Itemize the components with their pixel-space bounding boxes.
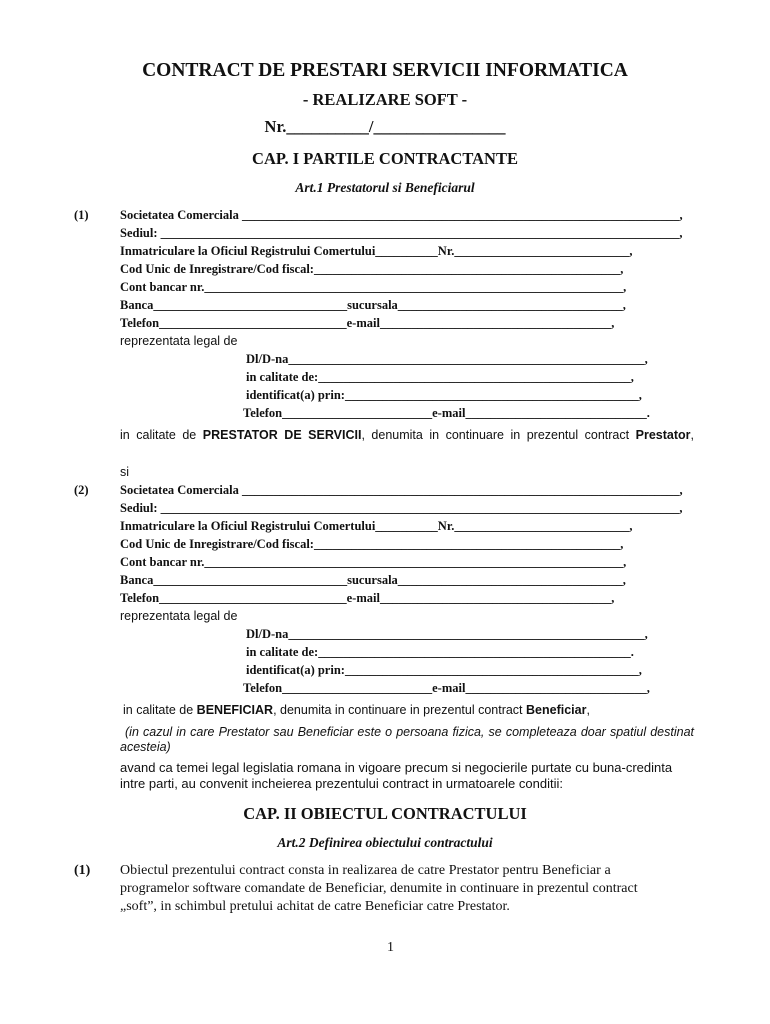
article-2-paragraph-number: (1) [74,863,91,878]
party-2-number: (2) [74,483,89,497]
party-1-rep-name-line: Dl/D-na_________________________________________________________, [246,352,648,366]
and-connector: si [120,465,130,479]
party-1-rep-phone-line: Telefon________________________e-mail_____________________________. [243,406,650,420]
legal-basis-line-2: intre parti, au convenit incheierea prezentului contract in urmatoarele conditii: [120,776,563,791]
party-1-company-line: Societatea Comerciala ______________________________________________________________________, [120,208,683,222]
article-1-heading: Art.1 Prestatorul si Beneficiarul [295,180,475,195]
party-2-phone-line: Telefon______________________________e-mail_____________________________________, [120,591,615,605]
article-2-heading: Art.2 Definirea obiectului contractului [277,835,493,850]
party-2-fiscal-code-line: Cod Unic de Inregistrare/Cod fiscal:_________________________________________________, [120,537,624,551]
party-1-bank-line: Banca_______________________________sucursala____________________________________, [120,298,626,312]
party-1-phone-line: Telefon______________________________e-mail_____________________________________, [120,316,615,330]
party-1-registry-line: Inmatriculare la Oficiul Registrului Comertului__________Nr.____________________________, [120,244,633,258]
article-2-paragraph-line-3: „soft”, in schimbul pretului achitat de catre Beneficiar catre Prestator. [120,899,510,914]
party-1-role: PRESTATOR DE SERVICII [202,428,362,442]
party-1-rep-id-line: identificat(a) prin:_______________________________________________, [246,388,642,402]
party-1-address-line: Sediul: ___________________________________________________________________________________, [120,226,683,240]
party-1-role-paragraph: in calitate de PRESTATOR DE SERVICII, denumita in continuare in prezentul contract Prestator, [120,428,694,442]
article-2-paragraph-line-2: programelor software comandate de Beneficiar, denumite in continuare in prezentul contract [120,881,638,896]
party-2-address-line: Sediul: ___________________________________________________________________________________, [120,501,683,515]
party-1-fiscal-code-line: Cod Unic de Inregistrare/Cod fiscal:_________________________________________________, [120,262,624,276]
party-2-rep-phone-line: Telefon________________________e-mail_____________________________, [243,681,650,695]
party-2-bank-line: Banca_______________________________sucursala____________________________________, [120,573,626,587]
party-2-rep-role-line: in calitate de:__________________________________________________. [246,645,634,659]
chapter-1-heading: CAP. I PARTILE CONTRACTANTE [252,149,518,168]
party-1-rep-role-line: in calitate de:__________________________________________________, [246,370,634,384]
contract-number-line: Nr.__________/________________ [264,117,506,136]
chapter-2-heading: CAP. II OBIECTUL CONTRACTULUI [243,804,527,823]
party-2-role-paragraph: in calitate de BENEFICIAR, denumita in continuare in prezentul contract Beneficiar, [123,703,590,717]
party-2-bank-account-line: Cont bancar nr.___________________________________________________________________, [120,555,627,569]
legal-basis-line-1: avand ca temei legal legislatia romana in vigoare precum si negocierile purtate cu buna-credinta [120,760,673,775]
page-number: 1 [387,940,394,955]
natural-person-note: (in cazul in care Prestator sau Beneficiar este o persoana fizica, se completeaza doar spatiul destinat acesteia) [120,725,694,754]
party-1-rep-label: reprezentata legal de [120,334,238,348]
party-2-rep-name-line: Dl/D-na_________________________________________________________, [246,627,648,641]
party-2-registry-line: Inmatriculare la Oficiul Registrului Comertului__________Nr.____________________________, [120,519,633,533]
party-2-role: BENEFICIAR [196,703,274,717]
article-2-paragraph-line-1: Obiectul prezentului contract consta in realizarea de catre Prestator pentru Beneficiar a [120,863,611,878]
contract-subtitle: - REALIZARE SOFT - [302,90,468,109]
party-2-company-line: Societatea Comerciala ______________________________________________________________________, [120,483,683,497]
party-2-rep-label: reprezentata legal de [120,609,238,623]
contract-title: CONTRACT DE PRESTARI SERVICII INFORMATICA [142,60,628,81]
party-2-rep-id-line: identificat(a) prin:_______________________________________________, [246,663,642,677]
party-1-number: (1) [74,208,89,222]
party-1-bank-account-line: Cont bancar nr.___________________________________________________________________, [120,280,627,294]
